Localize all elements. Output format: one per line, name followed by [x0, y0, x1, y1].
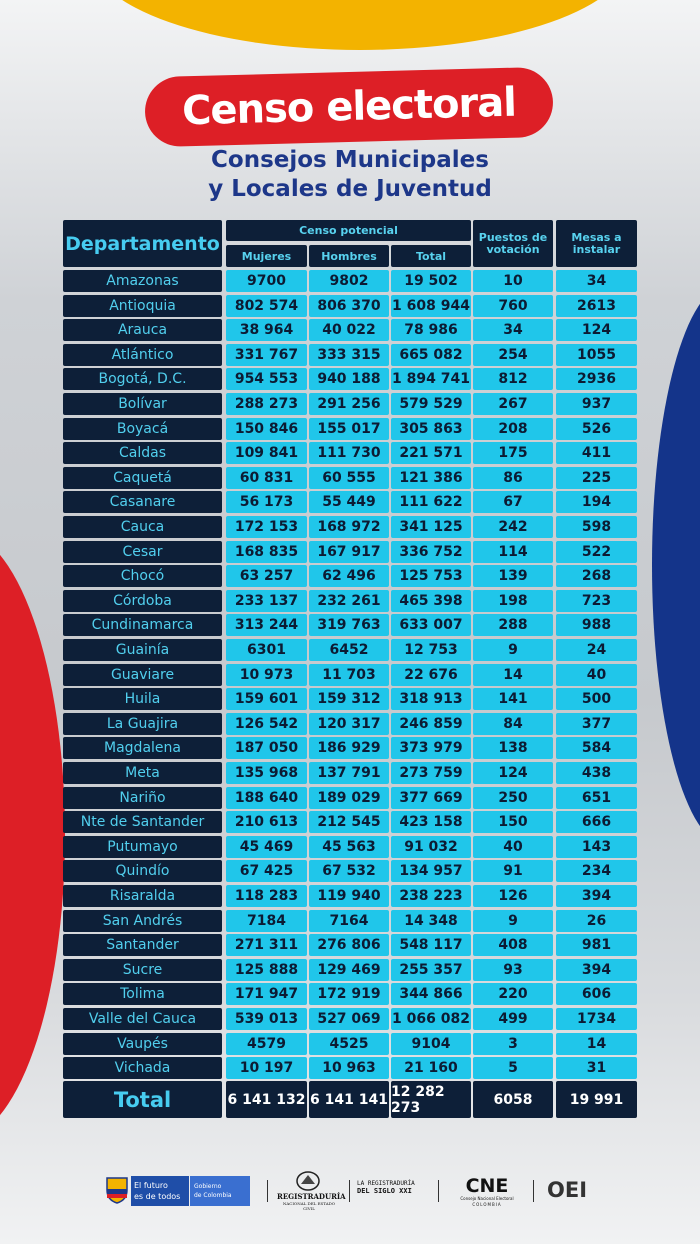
table-cell: 171 947: [226, 983, 307, 1005]
table-cell: 67 425: [226, 860, 307, 882]
table-cell: 423 158: [391, 811, 471, 833]
table-cell: 313 244: [226, 614, 307, 636]
table-cell: 548 117: [391, 934, 471, 956]
table-cell: 666: [556, 811, 637, 833]
table-cell: 812: [473, 368, 553, 390]
table-cell: 336 752: [391, 541, 471, 563]
table-cell: 246 859: [391, 713, 471, 735]
table-cell: 67 532: [309, 860, 389, 882]
table-row-name: Tolima: [63, 983, 222, 1005]
table-row-name: Santander: [63, 934, 222, 956]
table-cell: 318 913: [391, 688, 471, 710]
table-cell: 255 357: [391, 959, 471, 981]
table-cell: 220: [473, 983, 553, 1005]
table-cell: 159 312: [309, 688, 389, 710]
total-cell: 12 282 273: [391, 1081, 471, 1118]
table-cell: 126: [473, 885, 553, 907]
table-cell: 250: [473, 787, 553, 809]
table-cell: 155 017: [309, 418, 389, 440]
table-cell: 1 894 741: [391, 368, 471, 390]
table-row-name: Sucre: [63, 959, 222, 981]
table-cell: 598: [556, 516, 637, 538]
header-mesas-line-1: Mesas a: [571, 230, 622, 244]
total-cell: 6058: [473, 1081, 553, 1118]
table-row-name: Chocó: [63, 565, 222, 587]
table-cell: 45 469: [226, 836, 307, 858]
table-cell: 500: [556, 688, 637, 710]
table-cell: 271 311: [226, 934, 307, 956]
table-row-name: Guaviare: [63, 664, 222, 686]
table-cell: 331 767: [226, 344, 307, 366]
table-row-name: Boyacá: [63, 418, 222, 440]
table-cell: 665 082: [391, 344, 471, 366]
page-title: Censo electoral: [181, 79, 517, 135]
table-cell: 9802: [309, 270, 389, 292]
table-cell: 120 317: [309, 713, 389, 735]
table-cell: 139: [473, 565, 553, 587]
table-cell: 341 125: [391, 516, 471, 538]
table-cell: 981: [556, 934, 637, 956]
table-cell: 55 449: [309, 491, 389, 513]
table-cell: 168 972: [309, 516, 389, 538]
table-cell: 118 283: [226, 885, 307, 907]
table-cell: 168 835: [226, 541, 307, 563]
table-cell: 14: [556, 1033, 637, 1055]
table-cell: 141: [473, 688, 553, 710]
table-cell: 937: [556, 393, 637, 415]
cne-subtitle: Consejo Nacional Electoral: [460, 1196, 514, 1201]
table-cell: 9104: [391, 1033, 471, 1055]
table-cell: 134 957: [391, 860, 471, 882]
gov-right-line-1: Gobierno: [194, 1183, 222, 1190]
table-row-name: Bogotá, D.C.: [63, 368, 222, 390]
table-cell: 114: [473, 541, 553, 563]
table-cell: 12 753: [391, 639, 471, 661]
logo-divider: [533, 1180, 534, 1202]
table-cell: 150: [473, 811, 553, 833]
total-cell: 6 141 141: [309, 1081, 389, 1118]
table-cell: 34: [473, 319, 553, 341]
table-row-name: Arauca: [63, 319, 222, 341]
table-cell: 465 398: [391, 590, 471, 612]
table-cell: 67: [473, 491, 553, 513]
table-cell: 19 502: [391, 270, 471, 292]
table-cell: 234: [556, 860, 637, 882]
table-row-name: Magdalena: [63, 737, 222, 759]
header-censo-potencial: Censo potencial: [226, 220, 471, 241]
table-cell: 9: [473, 639, 553, 661]
table-row-name: Meta: [63, 762, 222, 784]
oei-logo: OEI: [547, 1178, 588, 1202]
table-cell: 40: [473, 836, 553, 858]
header-mesas: [556, 220, 637, 267]
table-cell: 606: [556, 983, 637, 1005]
table-cell: 408: [473, 934, 553, 956]
logo-divider: [349, 1180, 350, 1202]
total-cell: 19 991: [556, 1081, 637, 1118]
header-puestos-line-1: Puestos de: [478, 230, 548, 244]
table-cell: 40: [556, 664, 637, 686]
table-cell: 954 553: [226, 368, 307, 390]
gov-line-2: es de todos: [134, 1192, 181, 1201]
table-row-name: Casanare: [63, 491, 222, 513]
table-row-name: Putumayo: [63, 836, 222, 858]
table-cell: 86: [473, 467, 553, 489]
table-cell: 9: [473, 910, 553, 932]
table-cell: 584: [556, 737, 637, 759]
table-cell: 137 791: [309, 762, 389, 784]
header-departamento: Departamento: [63, 220, 222, 267]
table-cell: 940 188: [309, 368, 389, 390]
table-cell: 2936: [556, 368, 637, 390]
table-cell: 522: [556, 541, 637, 563]
table-cell: 159 601: [226, 688, 307, 710]
gov-logo-right: [190, 1176, 250, 1206]
table-cell: 78 986: [391, 319, 471, 341]
table-cell: 186 929: [309, 737, 389, 759]
table-cell: 305 863: [391, 418, 471, 440]
table-cell: 344 866: [391, 983, 471, 1005]
table-cell: 373 979: [391, 737, 471, 759]
table-cell: 377 669: [391, 787, 471, 809]
table-cell: 11 703: [309, 664, 389, 686]
table-cell: 1734: [556, 1008, 637, 1030]
table-row-name: Bolívar: [63, 393, 222, 415]
table-cell: 4525: [309, 1033, 389, 1055]
table-cell: 7164: [309, 910, 389, 932]
table-cell: 109 841: [226, 442, 307, 464]
table-cell: 126 542: [226, 713, 307, 735]
table-row-name: Cauca: [63, 516, 222, 538]
table-cell: 60 555: [309, 467, 389, 489]
table-cell: 63 257: [226, 565, 307, 587]
header-total: Total: [391, 245, 471, 267]
table-cell: 129 469: [309, 959, 389, 981]
table-cell: 84: [473, 713, 553, 735]
table-cell: 125 753: [391, 565, 471, 587]
table-cell: 10 197: [226, 1057, 307, 1079]
table-cell: 1055: [556, 344, 637, 366]
table-cell: 288 273: [226, 393, 307, 415]
table-cell: 34: [556, 270, 637, 292]
siglo-line-2: DEL SIGLO XXI: [357, 1187, 412, 1195]
table-cell: 221 571: [391, 442, 471, 464]
header-puestos: [473, 220, 553, 267]
header-mujeres: Mujeres: [226, 245, 307, 267]
table-cell: 135 968: [226, 762, 307, 784]
table-cell: 288: [473, 614, 553, 636]
table-cell: 187 050: [226, 737, 307, 759]
table-row-name: Vaupés: [63, 1033, 222, 1055]
table-cell: 4579: [226, 1033, 307, 1055]
table-cell: 276 806: [309, 934, 389, 956]
table-cell: 225: [556, 467, 637, 489]
table-cell: 45 563: [309, 836, 389, 858]
table-row-name: Quindío: [63, 860, 222, 882]
table-row-name: San Andrés: [63, 910, 222, 932]
table-cell: 10: [473, 270, 553, 292]
table-cell: 319 763: [309, 614, 389, 636]
table-cell: 124: [473, 762, 553, 784]
table-cell: 499: [473, 1008, 553, 1030]
table-cell: 2613: [556, 295, 637, 317]
table-cell: 121 386: [391, 467, 471, 489]
table-cell: 7184: [226, 910, 307, 932]
table-cell: 6452: [309, 639, 389, 661]
table-cell: 194: [556, 491, 637, 513]
logo-divider: [438, 1180, 439, 1202]
table-cell: 760: [473, 295, 553, 317]
table-cell: 138: [473, 737, 553, 759]
table-cell: 232 261: [309, 590, 389, 612]
table-row-name: Valle del Cauca: [63, 1008, 222, 1030]
cne-text: CNE: [465, 1175, 509, 1197]
table-cell: 579 529: [391, 393, 471, 415]
table-cell: 93: [473, 959, 553, 981]
table-cell: 539 013: [226, 1008, 307, 1030]
table-cell: 208: [473, 418, 553, 440]
table-cell: 210 613: [226, 811, 307, 833]
registraduria-line-2: NACIONAL DEL ESTADO CIVIL: [282, 1201, 336, 1211]
table-row-name: Amazonas: [63, 270, 222, 292]
table-cell: 377: [556, 713, 637, 735]
table-cell: 111 622: [391, 491, 471, 513]
table-cell: 14: [473, 664, 553, 686]
table-cell: 21 160: [391, 1057, 471, 1079]
subtitle-line-1: Consejos Municipales: [211, 147, 489, 173]
table-cell: 273 759: [391, 762, 471, 784]
table-row-name: Cesar: [63, 541, 222, 563]
table-cell: 9700: [226, 270, 307, 292]
table-cell: 411: [556, 442, 637, 464]
table-cell: 438: [556, 762, 637, 784]
table-cell: 40 022: [309, 319, 389, 341]
title-banner: [144, 67, 554, 148]
table-row-name: Córdoba: [63, 590, 222, 612]
header-hombres: Hombres: [309, 245, 389, 267]
registraduria-emblem-icon: [295, 1170, 321, 1192]
table-cell: 198: [473, 590, 553, 612]
table-cell: 291 256: [309, 393, 389, 415]
table-cell: 394: [556, 885, 637, 907]
table-cell: 633 007: [391, 614, 471, 636]
table-cell: 10 963: [309, 1057, 389, 1079]
table-row-name: Antioquia: [63, 295, 222, 317]
table-cell: 172 153: [226, 516, 307, 538]
gov-line-1: El futuro: [134, 1181, 168, 1190]
total-cell: 6 141 132: [226, 1081, 307, 1118]
table-cell: 1 608 944: [391, 295, 471, 317]
siglo-xxi-logo: [357, 1180, 429, 1195]
table-cell: 26: [556, 910, 637, 932]
table-cell: 1 066 082: [391, 1008, 471, 1030]
table-cell: 125 888: [226, 959, 307, 981]
header-puestos-line-2: votación: [486, 242, 540, 256]
table-cell: 56 173: [226, 491, 307, 513]
table-cell: 124: [556, 319, 637, 341]
table-cell: 62 496: [309, 565, 389, 587]
table-cell: 394: [556, 959, 637, 981]
table-cell: 150 846: [226, 418, 307, 440]
registraduria-line-1: REGISTRADURÍA: [277, 1192, 346, 1201]
table-row-name: Nariño: [63, 787, 222, 809]
table-row-name: La Guajira: [63, 713, 222, 735]
table-cell: 119 940: [309, 885, 389, 907]
table-cell: 189 029: [309, 787, 389, 809]
table-cell: 267: [473, 393, 553, 415]
table-cell: 333 315: [309, 344, 389, 366]
table-row-name: Guainía: [63, 639, 222, 661]
table-cell: 172 919: [309, 983, 389, 1005]
page-subtitle: [150, 146, 550, 204]
cne-country: COLOMBIA: [472, 1202, 502, 1207]
table-cell: 527 069: [309, 1008, 389, 1030]
table-cell: 5: [473, 1057, 553, 1079]
table-cell: 526: [556, 418, 637, 440]
table-cell: 723: [556, 590, 637, 612]
table-cell: 22 676: [391, 664, 471, 686]
table-row-name: Huila: [63, 688, 222, 710]
registraduria-logo: [277, 1192, 346, 1211]
table-cell: 233 137: [226, 590, 307, 612]
table-cell: 6301: [226, 639, 307, 661]
colombia-shield-icon: [105, 1176, 129, 1204]
table-row-name: Nte de Santander: [63, 811, 222, 833]
table-cell: 24: [556, 639, 637, 661]
total-label: Total: [63, 1081, 222, 1118]
table-cell: 167 917: [309, 541, 389, 563]
table-row-name: Cundinamarca: [63, 614, 222, 636]
table-cell: 91 032: [391, 836, 471, 858]
table-cell: 175: [473, 442, 553, 464]
logo-divider: [267, 1180, 268, 1202]
table-cell: 212 545: [309, 811, 389, 833]
table-cell: 651: [556, 787, 637, 809]
table-cell: 188 640: [226, 787, 307, 809]
table-cell: 111 730: [309, 442, 389, 464]
table-row-name: Vichada: [63, 1057, 222, 1079]
logos-footer: [95, 1168, 615, 1212]
table-cell: 31: [556, 1057, 637, 1079]
table-row-name: Caquetá: [63, 467, 222, 489]
table-cell: 806 370: [309, 295, 389, 317]
table-row-name: Caldas: [63, 442, 222, 464]
table-cell: 242: [473, 516, 553, 538]
siglo-line-1: LA REGISTRADURÍA: [357, 1180, 415, 1187]
table-cell: 3: [473, 1033, 553, 1055]
table-cell: 91: [473, 860, 553, 882]
gov-logo-left: [131, 1176, 189, 1206]
subtitle-line-2: y Locales de Juventud: [208, 176, 492, 202]
table-cell: 143: [556, 836, 637, 858]
cne-logo: [455, 1176, 519, 1207]
header-mesas-line-2: instalar: [572, 242, 621, 256]
table-cell: 14 348: [391, 910, 471, 932]
gov-right-line-2: de Colombia: [194, 1192, 232, 1199]
table-cell: 254: [473, 344, 553, 366]
table-cell: 38 964: [226, 319, 307, 341]
table-row-name: Risaralda: [63, 885, 222, 907]
table-cell: 60 831: [226, 467, 307, 489]
table-cell: 802 574: [226, 295, 307, 317]
table-cell: 10 973: [226, 664, 307, 686]
table-row-name: Atlántico: [63, 344, 222, 366]
table-cell: 268: [556, 565, 637, 587]
table-cell: 988: [556, 614, 637, 636]
table-cell: 238 223: [391, 885, 471, 907]
